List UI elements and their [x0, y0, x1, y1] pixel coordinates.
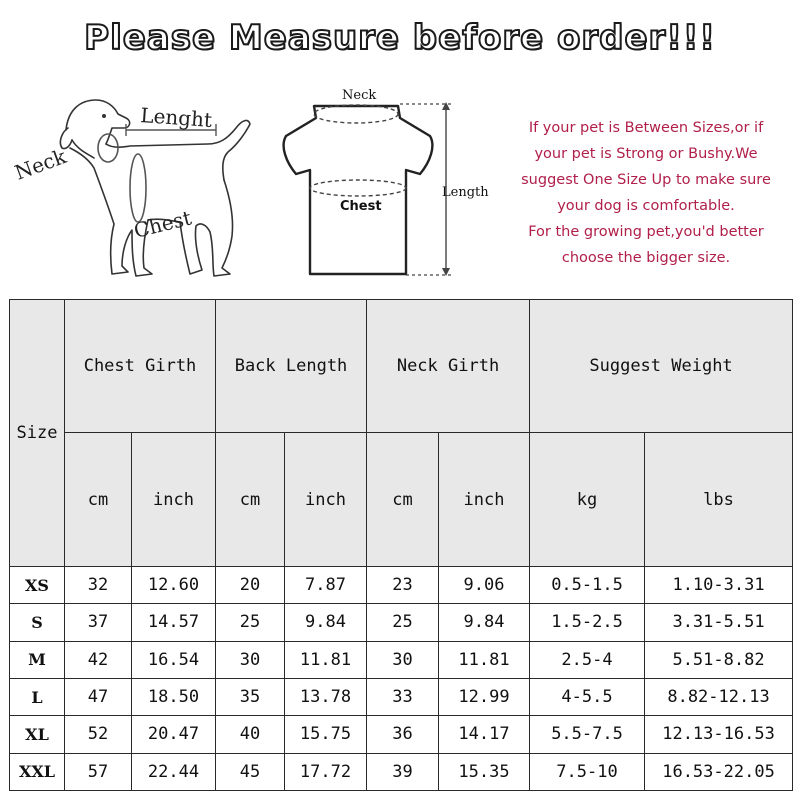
table-row [10, 604, 793, 641]
table-cell: 12.13-16.53 [645, 716, 793, 753]
table-cell: 15.35 [439, 753, 530, 790]
unit-header: inch [285, 433, 367, 566]
size-cell: XL [10, 716, 65, 753]
dog-length-label: Lenght [139, 103, 213, 132]
table-cell: 45 [216, 753, 285, 790]
table-cell: 32 [65, 566, 132, 603]
table-cell: 20 [216, 566, 285, 603]
dog-measure-illustration [8, 88, 270, 293]
table-cell: 4-5.5 [530, 678, 645, 715]
table-cell: 47 [65, 678, 132, 715]
table-cell: 14.57 [132, 604, 216, 641]
table-cell: 1.10-3.31 [645, 566, 793, 603]
table-row [10, 641, 793, 678]
note-line: suggest One Size Up to make sure [521, 172, 771, 188]
unit-header: cm [367, 433, 439, 566]
dog-neck-label: Neck [11, 144, 70, 185]
unit-header: lbs [645, 433, 793, 566]
table-cell: 15.75 [285, 716, 367, 753]
unit-header: cm [216, 433, 285, 566]
table-cell: 36 [367, 716, 439, 753]
table-cell: 16.54 [132, 641, 216, 678]
unit-header: inch [132, 433, 216, 566]
table-cell: 12.99 [439, 678, 530, 715]
size-rows [10, 566, 793, 790]
shirt-chest-label: Chest [340, 199, 382, 214]
unit-header: kg [530, 433, 645, 566]
note-line: If your pet is Between Sizes,or if [528, 120, 764, 136]
table-cell: 30 [367, 641, 439, 678]
table-cell: 16.53-22.05 [645, 753, 793, 790]
table-cell: 37 [65, 604, 132, 641]
note-line: choose the bigger size. [561, 250, 731, 266]
size-chart-table [9, 299, 793, 791]
size-column-header: Size [10, 300, 65, 567]
table-cell: 23 [367, 566, 439, 603]
table-cell: 14.17 [439, 716, 530, 753]
table-cell: 9.84 [439, 604, 530, 641]
dog-chest-label: Chest [131, 205, 194, 243]
table-row [10, 566, 793, 603]
table-cell: 3.31-5.51 [645, 604, 793, 641]
table-cell: 20.47 [132, 716, 216, 753]
size-cell: L [10, 678, 65, 715]
sizing-advice-note [505, 115, 787, 271]
table-unit-header-row [10, 433, 793, 566]
table-row [10, 753, 793, 790]
table-cell: 42 [65, 641, 132, 678]
table-cell: 57 [65, 753, 132, 790]
table-cell: 40 [216, 716, 285, 753]
table-cell: 9.84 [285, 604, 367, 641]
table-cell: 12.60 [132, 566, 216, 603]
table-cell: 9.06 [439, 566, 530, 603]
table-cell: 5.5-7.5 [530, 716, 645, 753]
table-cell: 35 [216, 678, 285, 715]
note-line: your pet is Strong or Bushy.We [534, 146, 758, 162]
note-line: your dog is comfortable. [557, 198, 735, 214]
shirt-neck-label: Neck [342, 88, 377, 103]
table-cell: 5.51-8.82 [645, 641, 793, 678]
group-header-neck-girth: Neck Girth [367, 300, 530, 433]
table-cell: 33 [367, 678, 439, 715]
table-group-header-row [10, 300, 793, 433]
table-cell: 7.87 [285, 566, 367, 603]
group-header-suggest-weight: Suggest Weight [530, 300, 793, 433]
table-cell: 2.5-4 [530, 641, 645, 678]
table-cell: 25 [216, 604, 285, 641]
note-line: For the growing pet,you'd better [528, 224, 764, 240]
group-header-back-length: Back Length [216, 300, 367, 433]
size-cell: M [10, 641, 65, 678]
table-cell: 52 [65, 716, 132, 753]
group-header-chest-girth: Chest Girth [65, 300, 216, 433]
size-cell: S [10, 604, 65, 641]
size-cell: XXL [10, 753, 65, 790]
table-cell: 25 [367, 604, 439, 641]
table-cell: 30 [216, 641, 285, 678]
table-cell: 18.50 [132, 678, 216, 715]
size-cell: XS [10, 566, 65, 603]
table-cell: 8.82-12.13 [645, 678, 793, 715]
page-title: Please Measure before order!!! [84, 18, 716, 58]
table-cell: 11.81 [439, 641, 530, 678]
unit-header: inch [439, 433, 530, 566]
shirt-length-label: Length [442, 185, 489, 200]
table-cell: 17.72 [285, 753, 367, 790]
table-row [10, 678, 793, 715]
table-cell: 0.5-1.5 [530, 566, 645, 603]
table-cell: 13.78 [285, 678, 367, 715]
table-cell: 22.44 [132, 753, 216, 790]
shirt-measure-illustration [270, 82, 500, 287]
table-cell: 1.5-2.5 [530, 604, 645, 641]
table-cell: 7.5-10 [530, 753, 645, 790]
table-cell: 39 [367, 753, 439, 790]
unit-header: cm [65, 433, 132, 566]
table-row [10, 716, 793, 753]
table-cell: 11.81 [285, 641, 367, 678]
